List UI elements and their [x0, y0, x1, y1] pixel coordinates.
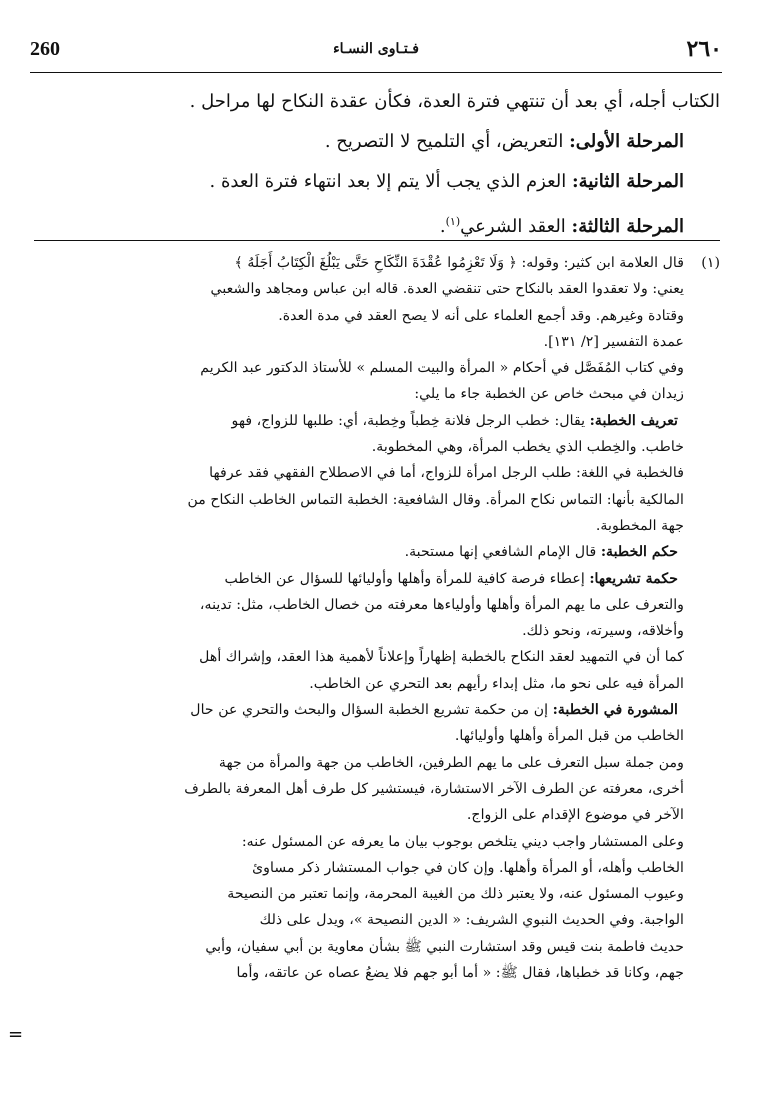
footnote-line	[28, 592, 720, 618]
footnote-text: المالكية بأنها: التماس نكاح المرأة. وقال الشافعية: الخطبة التماس الخاطب النكاح من	[187, 491, 684, 508]
footnote-text: الآخر في موضوع الإقدام على الزواج.	[466, 807, 684, 824]
footnote-text: يقال: خطب الرجل فلانة خِطباً وخِطبة، أي: طلبها للزواج، فهو	[231, 412, 590, 429]
footnote-reference[interactable]: (١)	[445, 215, 461, 228]
footnote-heading: حكم الخطبة:	[600, 544, 678, 561]
footnote-line	[28, 934, 720, 960]
main-line: الكتاب أجله، أي بعد أن تنتهي فترة العدة، فكأن عقدة النكاح لها مراحل .	[189, 91, 720, 112]
footnote-text: ومن جملة سبل التعرف على ما يهم الطرفين، الخاطب من جهة والمرأة من جهة	[218, 754, 684, 771]
stage-text: العقد الشرعي	[460, 216, 566, 237]
footnote-line	[28, 723, 720, 749]
footnote-text: أخرى، معرفته عن الطرف الآخر الاستشارة، فيستشير كل طرف أهل المعرفة بالطرف	[184, 780, 684, 797]
footnote-text: الخاطب من قبل المرأة وأهلها وأوليائها.	[454, 728, 684, 745]
footnote-text: قال العلامة ابن كثير: وقوله: ﴿ وَلَا تَعْزِمُوا عُقْدَةَ النِّكَاحِ حَتَّى يَبْلُغَ الْكِتَابُ أَجَلَهُ ﴾	[234, 255, 684, 271]
footnote-line	[28, 855, 720, 881]
footnote-line	[28, 408, 720, 434]
footnote-line	[28, 960, 720, 986]
footnotes	[28, 250, 720, 986]
footnote-text: المرأة فيه على نحو ما، مثل إبداء رأيهم بعد التحري عن الخاطب.	[309, 675, 684, 692]
footnote-line	[28, 487, 720, 513]
footnote-divider	[34, 240, 720, 241]
running-title: فـتـاوى النسـاء	[333, 41, 419, 57]
footnote-line	[28, 303, 720, 329]
page-number-arabic: ٢٦٠	[686, 36, 722, 62]
footnote-line	[28, 539, 720, 565]
footnote-line	[28, 460, 720, 486]
footnote-heading: تعريف الخطبة:	[589, 412, 678, 429]
footnote-text: والتعرف على ما يهم المرأة وأهلها وأولياءها معرفته من خصال الخاطب، مثل: تدينه،	[199, 596, 684, 613]
footnote-text: وعيوب المسئول عنه، ولا يعتبر ذلك من الغيبة المحرمة، وإنما تعتبر من النصيحة	[227, 886, 684, 903]
footnote-text: إن من حكمة تشريع الخطبة السؤال والبحث والتحري عن حال	[190, 702, 553, 719]
footnote-line	[28, 750, 720, 776]
footnote-text: وعلى المستشار واجب ديني يتلخص بوجوب بيان ما يعرفه عن المسئول عنه:	[241, 833, 684, 850]
stage-label: المرحلة الأولى:	[569, 131, 684, 152]
footnote-line	[28, 566, 720, 592]
footnote-line	[28, 434, 720, 460]
page-header	[30, 38, 722, 73]
footnote-line	[28, 513, 720, 539]
footnote-heading: المشورة في الخطبة:	[552, 702, 678, 719]
stage-end: .	[439, 216, 446, 237]
stage-line-2	[36, 162, 720, 202]
footnote-text: خاطب. والخِطب الذي يخطب المرأة، وهي المخطوبة.	[371, 439, 684, 456]
footnote-text: جهة المخطوبة.	[595, 517, 684, 534]
stage-label: المرحلة الثانية:	[572, 171, 684, 192]
footnote-mark: (١)	[701, 255, 720, 271]
footnote-line	[28, 802, 720, 828]
footnote-line	[28, 250, 720, 276]
footnote-line	[28, 671, 720, 697]
footnote-text: يعني: ولا تعقدوا العقد بالنكاح حتى تنقضي العدة. قاله ابن عباس ومجاهد والشعبي	[210, 281, 684, 298]
footnote-line	[28, 697, 720, 723]
footnote-text: زيدان في مبحث خاص عن الخطبة جاء ما يلي:	[414, 386, 684, 403]
footnote-line	[28, 355, 720, 381]
footnote-text: عمدة التفسير [٢/ ١٣١].	[543, 333, 684, 350]
stage-text: التعريض، أي التلميح لا التصريح .	[324, 131, 564, 152]
footnote-text: وقتادة وغيرهم. وقد أجمع العلماء على أنه لا يصح العقد في مدة العدة.	[278, 307, 684, 324]
footnote-line	[28, 276, 720, 302]
stage-text: العزم الذي يجب ألا يتم إلا بعد انتهاء فترة العدة .	[209, 171, 567, 192]
footnote-line	[28, 329, 720, 355]
stage-line-1	[36, 122, 720, 162]
footnote-line	[28, 776, 720, 802]
footnote-line	[28, 829, 720, 855]
footnote-text: حديث فاطمة بنت قيس وقد استشارت النبي ﷺ بشأن معاوية بن أبي سفيان، وأبي	[205, 938, 684, 955]
footnote-line	[28, 907, 720, 933]
footnote-line	[28, 644, 720, 670]
footnote-text: وفي كتاب المُفَصَّل في أحكام « المرأة والبيت المسلم » للأستاذ الدكتور عبد الكريم	[200, 360, 684, 377]
footnote-text: قال الإمام الشافعي إنها مستحبة.	[404, 544, 601, 561]
footnote-heading: حكمة تشريعها:	[589, 570, 678, 587]
footnote-text: الواجبة. وفي الحديث النبوي الشريف: « الدين النصيحة »، ويدل على ذلك	[259, 912, 684, 929]
footnote-text: إعطاء فرصة كافية للمرأة وأهلها وأوليائها للسؤال عن الخاطب	[224, 570, 590, 587]
footnote-text: جهم، وكانا قد خطباها، فقال ﷺ: « أما أبو جهم فلا يضعُ عصاه عن عاتقه، وأما	[236, 965, 684, 982]
footnote-line	[28, 881, 720, 907]
page-number-latin: 260	[30, 38, 60, 60]
footnote-text: فالخطبة في اللغة: طلب الرجل امرأة للزواج، أما في الاصطلاح الفقهي فقد عرفها	[209, 465, 684, 482]
footnote-text: وأخلاقه، وسيرته، ونحو ذلك.	[522, 623, 684, 640]
footnote-text: الخاطب وأهله، أو المرأة وأهلها. وإن كان في جواب المستشار ذكر مساوئ	[252, 859, 684, 876]
stage-label: المرحلة الثالثة:	[571, 216, 684, 237]
continuation-mark: =	[8, 1024, 24, 1045]
footnote-text: كما أن في التمهيد لعقد النكاح بالخطبة إظهاراً وإعلاناً لأهمية هذا العقد، وإشراك أهل	[199, 649, 684, 666]
footnote-line	[28, 381, 720, 407]
main-text	[36, 82, 720, 247]
footnote-line	[28, 618, 720, 644]
